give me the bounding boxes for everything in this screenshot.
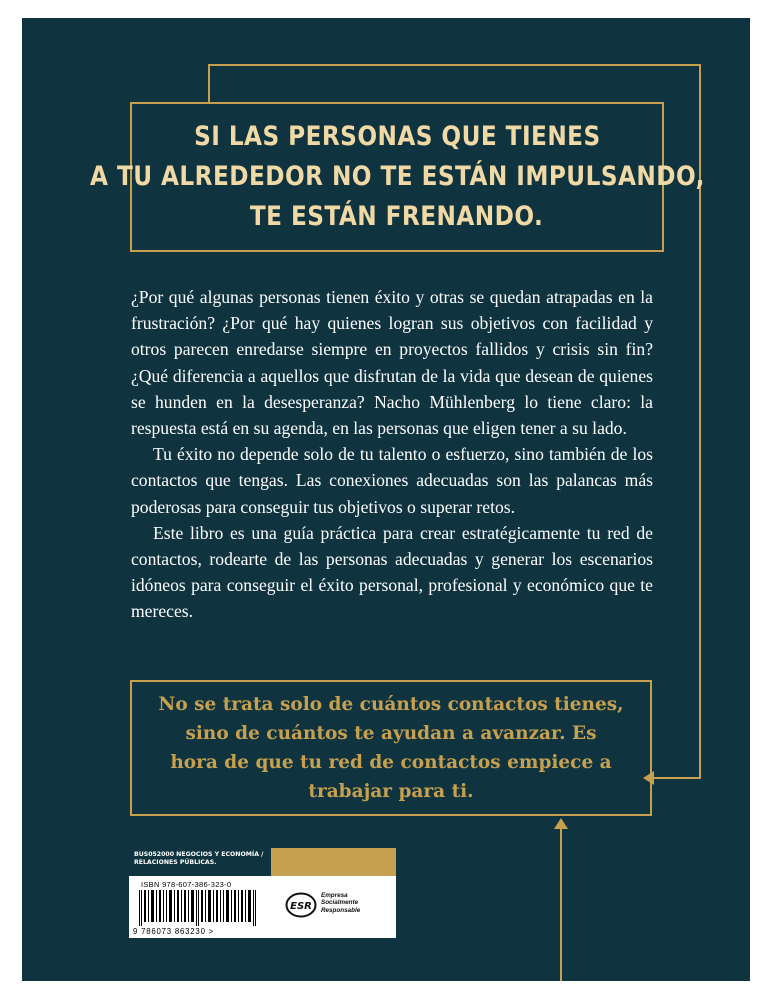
bisac-category (129, 848, 271, 876)
headline-box (89, 102, 705, 252)
synopsis-paragraph-3: Este libro es una guía práctica para crear estratégicamente tu red de contactos, rodearte de las personas adecuadas y generar los escenarios idóneos para conseguir el éxito personal, profesional y económico que te mereces. (131, 522, 653, 622)
bisac-line-2: RELACIONES PÚBLICAS. (134, 859, 217, 866)
gold-line-top (208, 64, 701, 66)
synopsis-paragraph-2: Tu éxito no depende solo de tu talento o esfuerzo, sino también de los contactos que tengas. Las conexiones adecuadas son las palancas más poderosas para conseguir tus objetivos o superar retos. (131, 444, 653, 517)
barcode-digits: 9 786073 863230 > (133, 927, 215, 936)
category-gold-block (271, 848, 396, 876)
arrow-up-icon (554, 818, 568, 829)
esr-line-2: Socialmente (321, 899, 359, 907)
esr-label (321, 892, 360, 914)
gold-line-right-horizontal (652, 777, 701, 779)
bisac-line-1: BUS052000 NEGOCIOS Y ECONOMÍA / (134, 851, 264, 858)
category-strip (129, 848, 396, 876)
synopsis (131, 284, 653, 625)
quote-line-4: trabajar para ti. (308, 781, 474, 802)
esr-logo-text: ESR (290, 901, 312, 912)
headline-line-2: A TU ALREDEDOR NO TE ESTÁN IMPULSANDO, (89, 161, 705, 192)
barcode-panel (129, 848, 396, 938)
quote-box (130, 680, 652, 816)
headline-line-1: SI LAS PERSONAS QUE TIENES (193, 121, 601, 152)
gold-line-bottom-vertical (560, 826, 562, 981)
synopsis-paragraph-1: ¿Por qué algunas personas tienen éxito y otras se quedan atrapadas en la frustración? ¿Por qué hay quienes logran sus objetivos con facilidad y otros parecen enredarse siempre en proyectos fallidos y crisis sin fin? ¿Qué diferencia a aquellos que disfrutan de la vida que desean de quienes se hunden en la desesperanza? Nacho Mühlenberg lo tiene claro: la respuesta está en su agenda, en las personas que eligen tener a su lado. (131, 287, 653, 439)
esr-line-3: Responsable (321, 906, 361, 914)
quote-line-2: sino de cuántos te ayudan a avanzar. Es (185, 723, 597, 744)
quote-line-1: No se trata solo de cuántos contactos tienes, (158, 694, 624, 715)
barcode-icon (139, 890, 257, 926)
esr-line-1: Empresa (321, 892, 348, 899)
isbn-label: ISBN 978-607-386-323-0 (141, 880, 232, 889)
headline-line-3: TE ESTÁN FRENANDO. (250, 201, 544, 232)
esr-logo-icon (285, 892, 317, 918)
quote-line-3: hora de que tu red de contactos empiece a (170, 752, 612, 773)
gold-line-top-left-drop (208, 64, 210, 104)
